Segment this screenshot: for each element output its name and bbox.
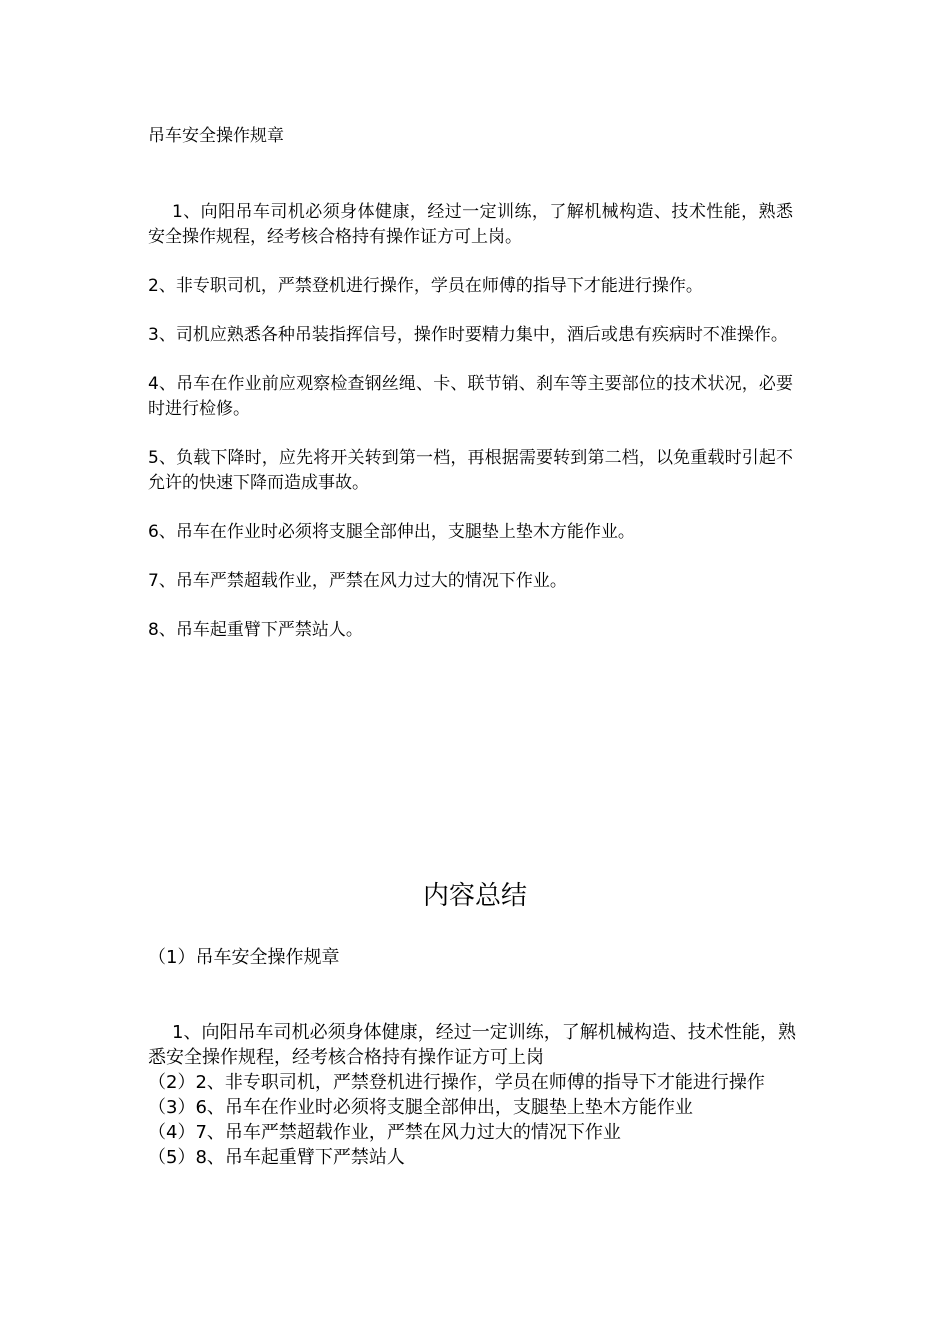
rule-item: 6、吊车在作业时必须将支腿全部伸出，支腿垫上垫木方能作业。: [148, 522, 635, 542]
summary-line: （5）8、吊车起重臂下严禁站人: [148, 1147, 405, 1168]
summary-heading: 内容总结: [422, 881, 527, 911]
summary-line: 1、向阳吊车司机必须身体健康，经过一定训练，了解机械构造、技术性能，熟悉安全操作规程，经考核合格持有操作证方可上岗: [148, 1022, 796, 1068]
rule-item: 3、司机应熟悉各种吊装指挥信号，操作时要精力集中，酒后或患有疾病时不准操作。: [148, 325, 788, 345]
rule-item: 8、吊车起重臂下严禁站人。: [148, 620, 363, 640]
summary-line: （4）7、吊车严禁超载作业，严禁在风力过大的情况下作业: [148, 1122, 621, 1143]
rule-item: 4、吊车在作业前应观察检查钢丝绳、卡、联节销、刹车等主要部位的技术状况，必要时进行检修。: [148, 374, 793, 419]
rule-item: 1、向阳吊车司机必须身体健康，经过一定训练，了解机械构造、技术性能，熟悉安全操作规程，经考核合格持有操作证方可上岗。: [148, 202, 793, 247]
summary-line: （2）2、非专职司机，严禁登机进行操作，学员在师傅的指导下才能进行操作: [148, 1072, 765, 1093]
rule-item: 7、吊车严禁超载作业，严禁在风力过大的情况下作业。: [148, 571, 567, 591]
summary-body: [148, 1020, 796, 1170]
rules-list: [148, 200, 793, 667]
summary-line: （3）6、吊车在作业时必须将支腿全部伸出，支腿垫上垫木方能作业: [148, 1097, 693, 1118]
rule-item: 2、非专职司机，严禁登机进行操作，学员在师傅的指导下才能进行操作。: [148, 276, 703, 296]
rule-item: 5、负载下降时，应先将开关转到第一档，再根据需要转到第二档，以免重载时引起不允许的快速下降而造成事故。: [148, 448, 793, 493]
document-title: 吊车安全操作规章: [148, 126, 284, 146]
summary-subtitle: （1）吊车安全操作规章: [148, 947, 340, 968]
